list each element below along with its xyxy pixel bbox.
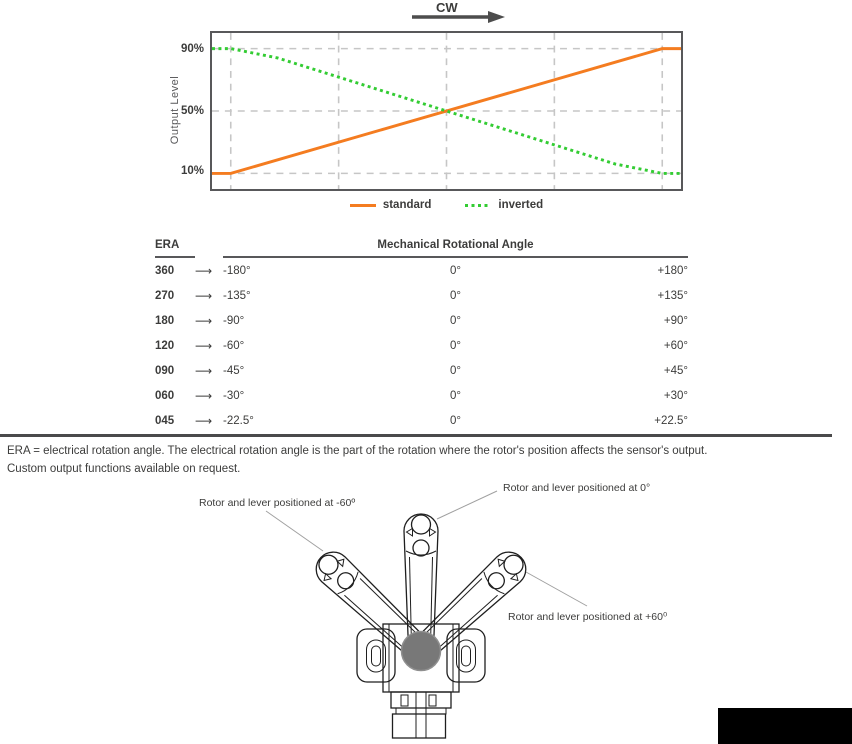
zero-angle: 0° [450, 339, 461, 352]
era-value: 180 [155, 314, 175, 327]
cw-direction-label: CW [436, 0, 458, 15]
right-arrow-icon: ⟶ [195, 338, 213, 353]
annotation-pos60: Rotor and lever positioned at +60⁰ [508, 611, 668, 623]
footnote-line-1: ERA = electrical rotation angle. The electrical rotation angle is the part of the rotation where the rotor's position affects the sensor's output. [7, 445, 708, 457]
zero-angle: 0° [450, 314, 461, 327]
standard-line-swatch-icon [350, 204, 376, 207]
neg-angle: -30° [223, 389, 245, 402]
neg-angle: -90° [223, 314, 245, 327]
pos-angle: +90° [663, 314, 688, 327]
lever-zero [404, 514, 438, 648]
y-axis-title: Output Level [169, 75, 181, 145]
pos-angle: +180° [657, 264, 688, 277]
annotation-zero: Rotor and lever positioned at 0° [503, 482, 651, 494]
sensor-connector [391, 692, 451, 738]
table-row [155, 258, 688, 283]
footnote [7, 442, 847, 478]
era-value: 060 [155, 389, 175, 402]
y-tick-50: 50% [180, 105, 204, 117]
table-row [155, 383, 688, 408]
section-divider [0, 434, 832, 437]
output-level-chart [210, 31, 683, 191]
leader-lines [266, 491, 587, 606]
pos-angle: +45° [663, 364, 688, 377]
chart-plot-area [212, 33, 681, 189]
footnote-line-2: Custom output functions available on request. [7, 463, 241, 475]
pos-angle: +135° [657, 289, 688, 302]
table-row [155, 308, 688, 333]
neg-angle: -22.5° [223, 414, 254, 427]
pos-angle: +60° [663, 339, 688, 352]
inverted-line-swatch-icon [465, 204, 491, 207]
right-arrow-icon: ⟶ [195, 313, 213, 328]
pos-angle: +22.5° [654, 414, 688, 427]
zero-angle: 0° [450, 264, 461, 277]
era-column-header: ERA [155, 239, 195, 258]
era-angle-table [155, 236, 688, 433]
table-row [155, 283, 688, 308]
zero-angle: 0° [450, 364, 461, 377]
legend-label-standard: standard [382, 199, 432, 211]
era-value: 360 [155, 264, 175, 277]
era-value: 270 [155, 289, 175, 302]
table-row [155, 333, 688, 358]
table-row [155, 358, 688, 383]
right-arrow-icon: ⟶ [195, 413, 213, 428]
era-value: 045 [155, 414, 175, 427]
right-arrow-icon: ⟶ [195, 288, 213, 303]
neg-angle: -180° [223, 264, 251, 277]
pos-angle: +30° [663, 389, 688, 402]
neg-angle: -60° [223, 339, 245, 352]
y-tick-90: 90% [180, 43, 204, 55]
right-arrow-icon: ⟶ [195, 363, 213, 378]
y-tick-10: 10% [180, 165, 204, 177]
table-row [155, 408, 688, 433]
legend-item-inverted [465, 199, 543, 211]
table-header-row [155, 236, 688, 258]
legend-label-inverted: inverted [498, 199, 544, 211]
rotor-circle [402, 632, 441, 671]
zero-angle: 0° [450, 389, 461, 402]
right-arrow-icon: ⟶ [195, 388, 213, 403]
rotor-sensor-diagram [180, 480, 690, 744]
era-value: 090 [155, 364, 175, 377]
legend-item-standard [350, 199, 432, 211]
right-arrow-icon: ⟶ [195, 263, 213, 278]
neg-angle: -45° [223, 364, 245, 377]
era-value: 120 [155, 339, 175, 352]
cw-arrow-icon [410, 9, 510, 25]
zero-angle: 0° [450, 414, 461, 427]
neg-angle: -135° [223, 289, 251, 302]
annotation-neg60: Rotor and lever positioned at -60º [199, 497, 356, 509]
redacted-black-box [718, 708, 852, 744]
zero-angle: 0° [450, 289, 461, 302]
angle-column-header: Mechanical Rotational Angle [223, 239, 688, 258]
chart-legend [210, 199, 683, 211]
